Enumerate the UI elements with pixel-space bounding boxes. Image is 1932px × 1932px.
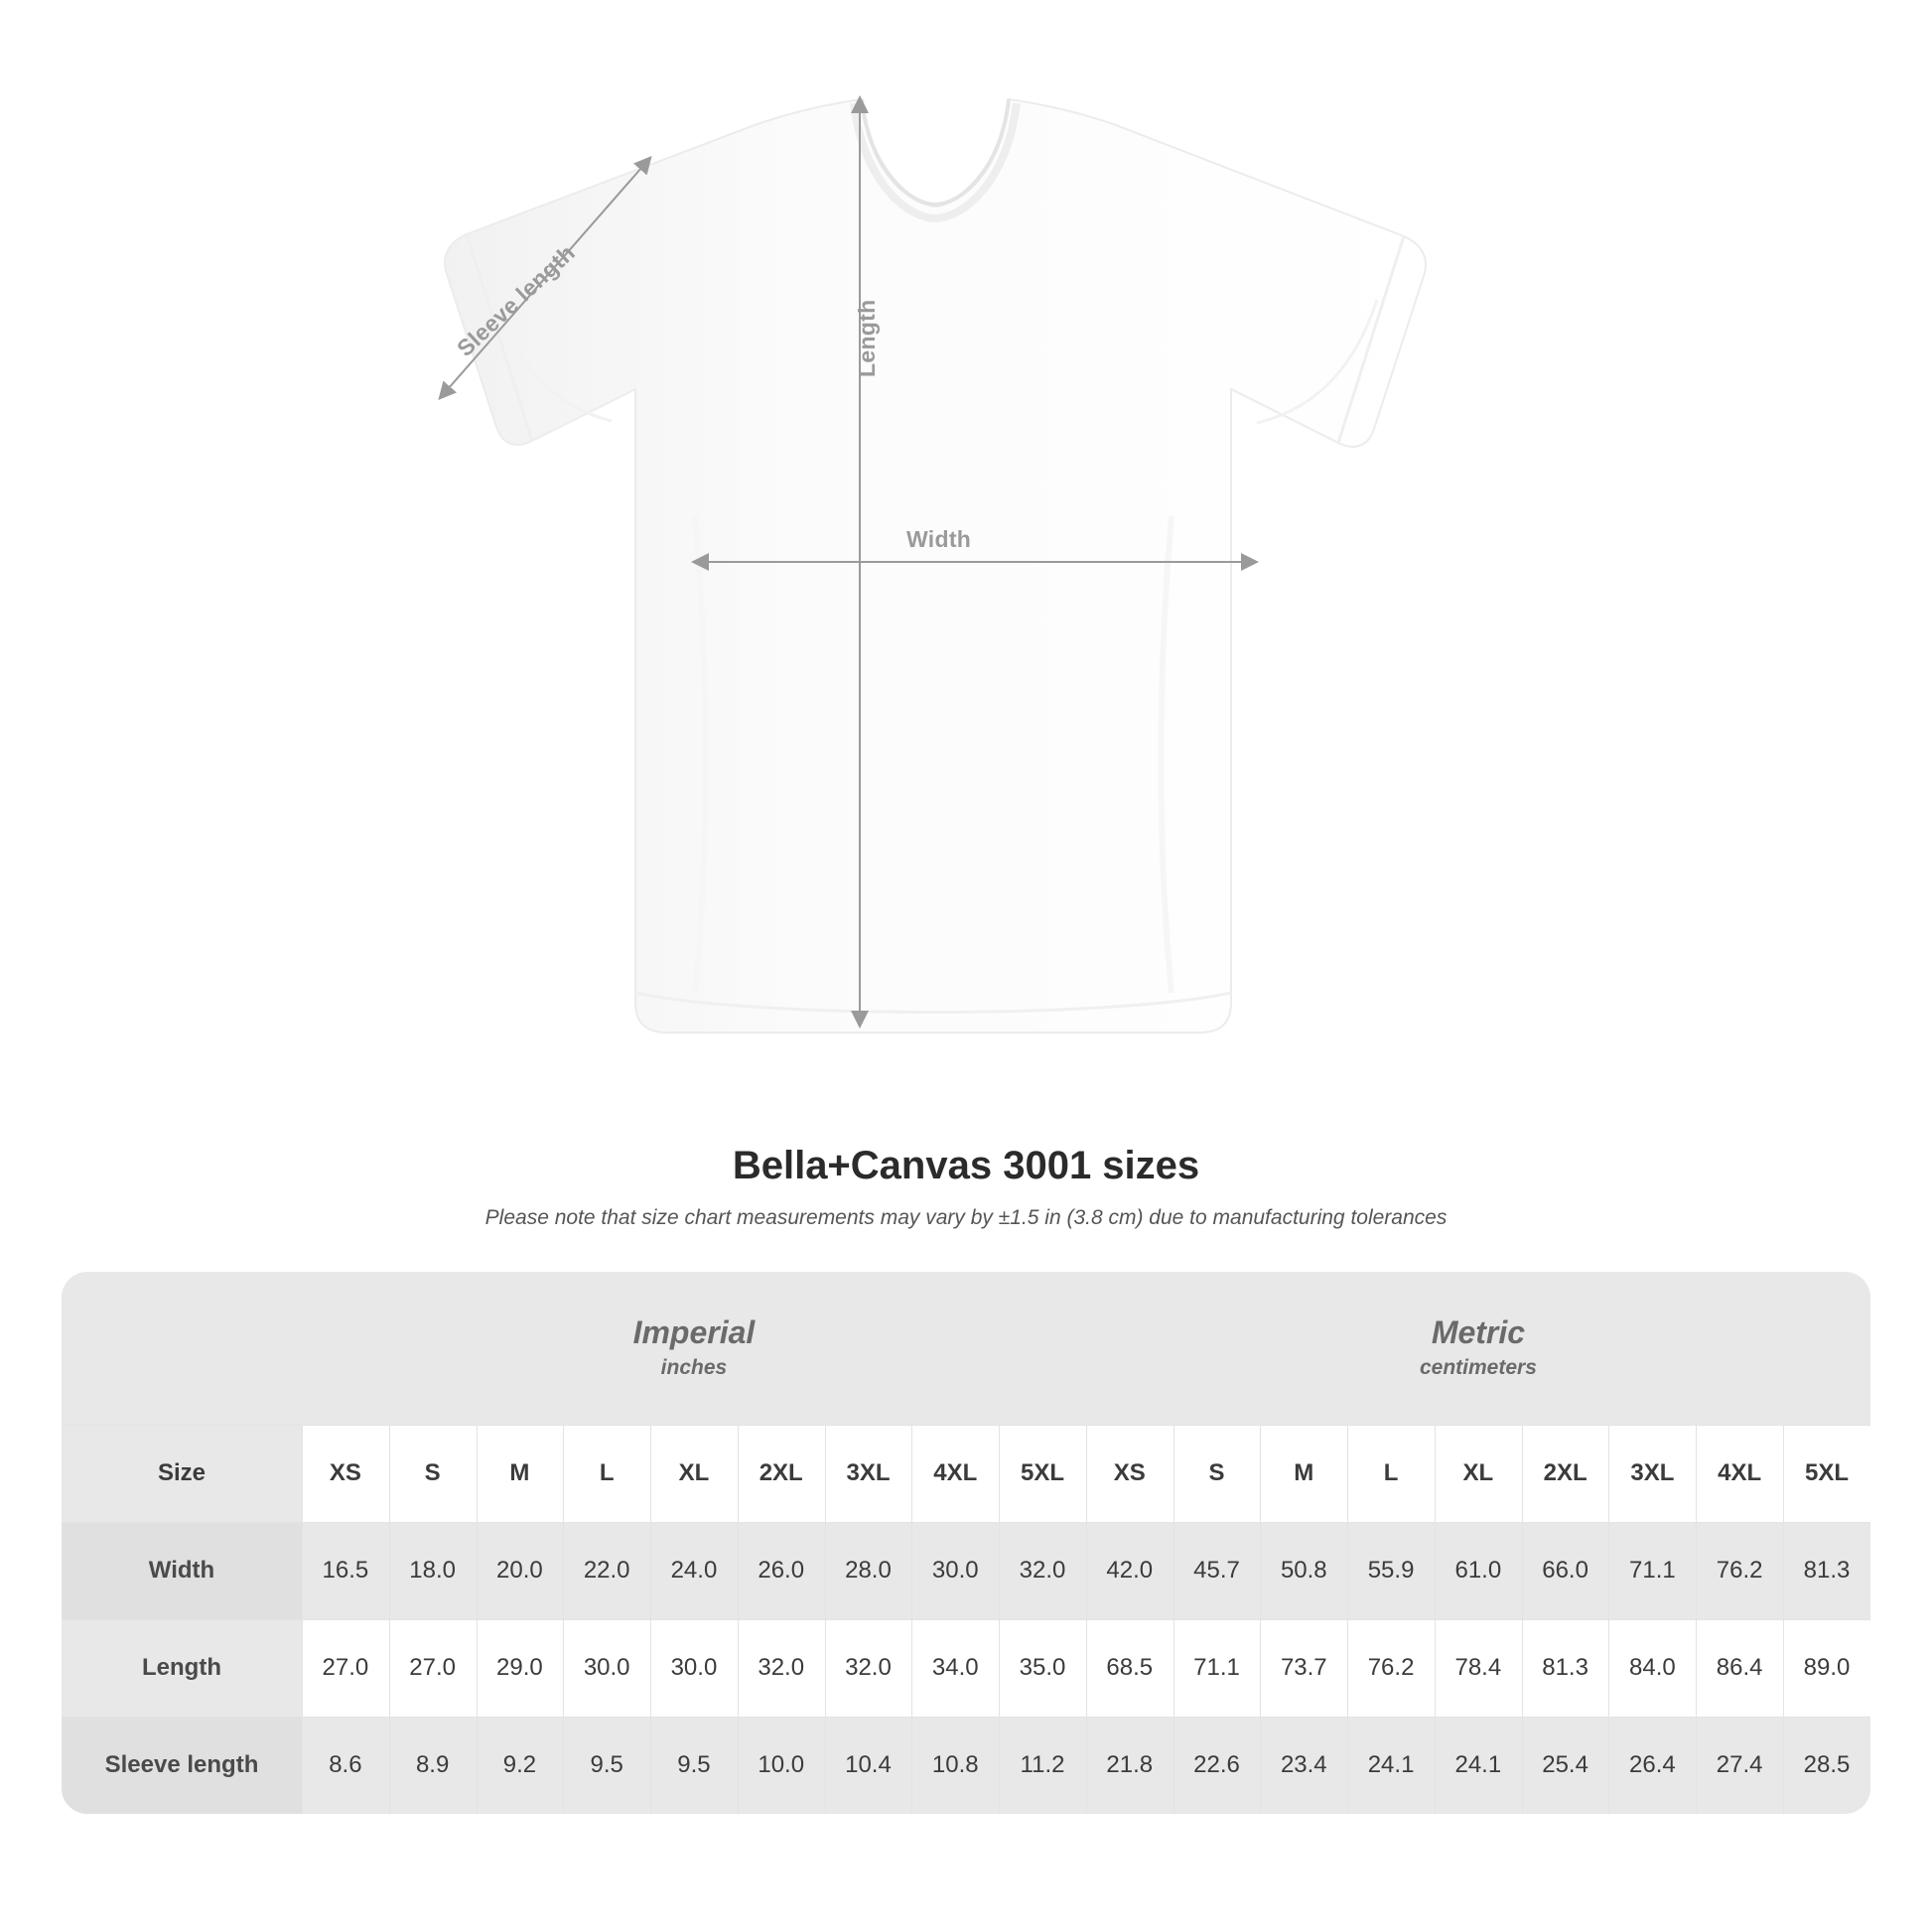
table-cell: 10.0 — [738, 1717, 825, 1814]
table-row — [62, 1522, 1870, 1619]
unit-units-label: inches — [660, 1356, 728, 1380]
size-col-header: L — [563, 1425, 650, 1522]
size-table-container — [62, 1272, 1870, 1814]
table-cell: 27.0 — [302, 1619, 389, 1717]
page-title: Bella+Canvas 3001 sizes — [732, 1144, 1200, 1187]
table-cell: 89.0 — [1783, 1619, 1870, 1717]
size-col-header: M — [1260, 1425, 1347, 1522]
table-cell: 71.1 — [1608, 1522, 1696, 1619]
row-label-width: Width — [62, 1522, 302, 1619]
table-cell: 35.0 — [999, 1619, 1086, 1717]
table-cell: 8.9 — [389, 1717, 477, 1814]
row-label-sleeve-length: Sleeve length — [62, 1717, 302, 1814]
unit-group-metric — [1086, 1272, 1870, 1425]
unit-system-label: Metric — [1431, 1314, 1526, 1351]
table-cell: 25.4 — [1522, 1717, 1609, 1814]
table-cell: 10.8 — [911, 1717, 999, 1814]
table-cell: 9.5 — [563, 1717, 650, 1814]
table-cell: 86.4 — [1696, 1619, 1783, 1717]
table-cell: 24.1 — [1435, 1717, 1522, 1814]
table-cell: 26.0 — [738, 1522, 825, 1619]
table-cell: 21.8 — [1086, 1717, 1173, 1814]
unit-header-row — [62, 1272, 1870, 1425]
size-col-header: 2XL — [1522, 1425, 1609, 1522]
table-cell: 81.3 — [1783, 1522, 1870, 1619]
table-cell: 29.0 — [477, 1619, 564, 1717]
size-col-header: L — [1347, 1425, 1435, 1522]
table-cell: 8.6 — [302, 1717, 389, 1814]
table-cell: 10.4 — [825, 1717, 912, 1814]
size-col-header: 3XL — [1608, 1425, 1696, 1522]
table-cell: 32.0 — [999, 1522, 1086, 1619]
table-cell: 42.0 — [1086, 1522, 1173, 1619]
table-cell: 22.0 — [563, 1522, 650, 1619]
table-cell: 27.4 — [1696, 1717, 1783, 1814]
table-cell: 61.0 — [1435, 1522, 1522, 1619]
table-cell: 30.0 — [911, 1522, 999, 1619]
table-cell: 76.2 — [1347, 1619, 1435, 1717]
table-cell: 28.5 — [1783, 1717, 1870, 1814]
size-col-header: 5XL — [999, 1425, 1086, 1522]
table-cell: 23.4 — [1260, 1717, 1347, 1814]
table-cell: 45.7 — [1173, 1522, 1261, 1619]
table-cell: 24.1 — [1347, 1717, 1435, 1814]
table-cell: 16.5 — [302, 1522, 389, 1619]
table-cell: 76.2 — [1696, 1522, 1783, 1619]
table-cell: 9.5 — [650, 1717, 738, 1814]
size-table — [62, 1272, 1870, 1814]
table-cell: 68.5 — [1086, 1619, 1173, 1717]
size-header-row — [62, 1425, 1870, 1522]
table-cell: 30.0 — [563, 1619, 650, 1717]
table-cell: 27.0 — [389, 1619, 477, 1717]
table-cell: 28.0 — [825, 1522, 912, 1619]
table-cell: 73.7 — [1260, 1619, 1347, 1717]
table-cell: 81.3 — [1522, 1619, 1609, 1717]
size-col-header: XS — [302, 1425, 389, 1522]
table-cell: 66.0 — [1522, 1522, 1609, 1619]
table-cell: 32.0 — [825, 1619, 912, 1717]
size-col-header: M — [477, 1425, 564, 1522]
table-cell: 78.4 — [1435, 1619, 1522, 1717]
size-col-header: XL — [1435, 1425, 1522, 1522]
unit-system-label: Imperial — [632, 1314, 756, 1351]
table-cell: 22.6 — [1173, 1717, 1261, 1814]
unit-group-imperial — [302, 1272, 1086, 1425]
row-header-size: Size — [62, 1425, 302, 1522]
table-cell: 71.1 — [1173, 1619, 1261, 1717]
size-col-header: S — [1173, 1425, 1261, 1522]
table-cell: 18.0 — [389, 1522, 477, 1619]
size-col-header: 3XL — [825, 1425, 912, 1522]
size-col-header: XL — [650, 1425, 738, 1522]
tolerance-note: Please note that size chart measurements may vary by ±1.5 in (3.8 cm) due to manufacturing tolerances — [484, 1206, 1448, 1229]
table-cell: 30.0 — [650, 1619, 738, 1717]
size-col-header: 5XL — [1783, 1425, 1870, 1522]
table-cell: 34.0 — [911, 1619, 999, 1717]
size-col-header: 2XL — [738, 1425, 825, 1522]
table-row — [62, 1717, 1870, 1814]
table-cell: 24.0 — [650, 1522, 738, 1619]
size-col-header: 4XL — [911, 1425, 999, 1522]
row-label-length: Length — [62, 1619, 302, 1717]
table-row — [62, 1619, 1870, 1717]
table-cell: 84.0 — [1608, 1619, 1696, 1717]
unit-header-spacer — [62, 1272, 302, 1425]
table-cell: 32.0 — [738, 1619, 825, 1717]
table-cell: 11.2 — [999, 1717, 1086, 1814]
unit-units-label: centimeters — [1420, 1356, 1537, 1380]
size-col-header: XS — [1086, 1425, 1173, 1522]
sleeve-length-label: Sleeve length — [452, 239, 581, 362]
chart-title-block — [0, 1144, 1932, 1230]
table-cell: 20.0 — [477, 1522, 564, 1619]
size-col-header: S — [389, 1425, 477, 1522]
width-label: Width — [906, 526, 972, 552]
table-cell: 50.8 — [1260, 1522, 1347, 1619]
table-cell: 55.9 — [1347, 1522, 1435, 1619]
size-col-header: 4XL — [1696, 1425, 1783, 1522]
table-cell: 26.4 — [1608, 1717, 1696, 1814]
shirt-body-shape — [445, 99, 1426, 1033]
table-cell: 9.2 — [477, 1717, 564, 1814]
length-label: Length — [854, 299, 880, 377]
